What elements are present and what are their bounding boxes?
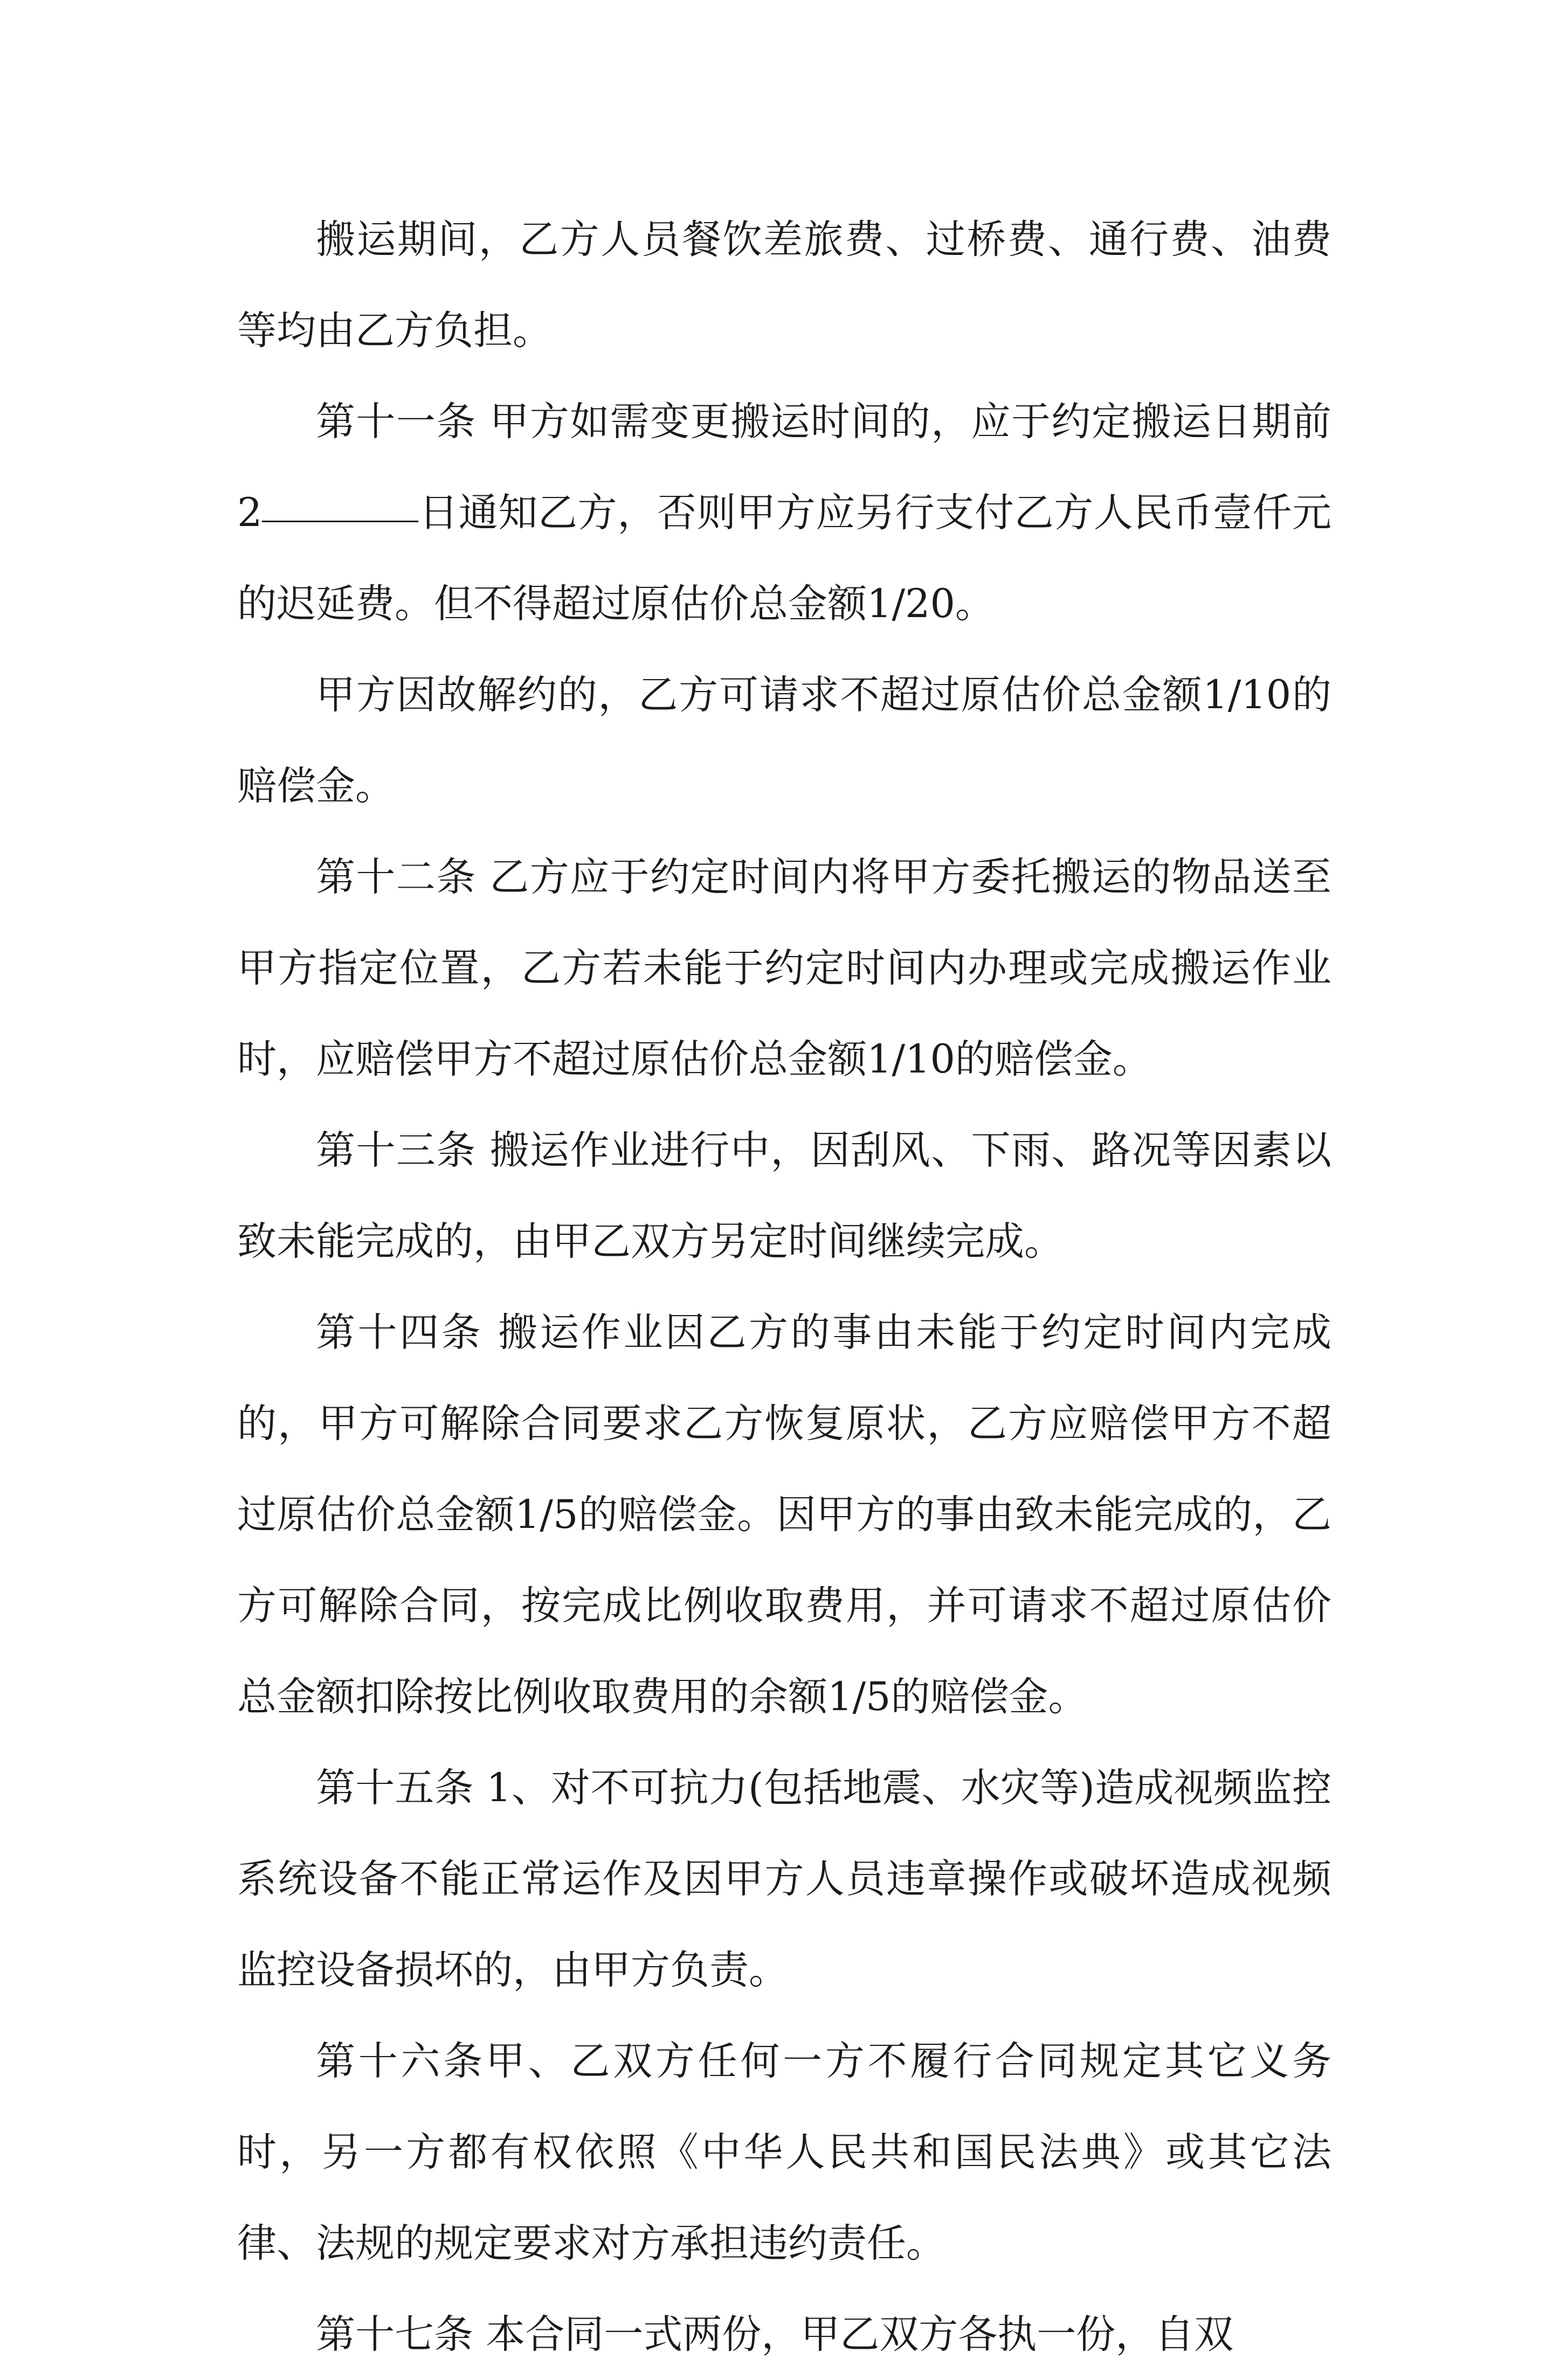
article-11-text-after: 日通知乙方，否则甲方应另行支付乙方人民币壹仟元的迟延费。但不得超过原估价总金额1/20。 xyxy=(237,490,1331,627)
paragraph-article-15: 第十五条 1、对不可抗力(包括地震、水灾等)造成视频监控系统设备不能正常运作及因甲方人员违章操作或破坏造成视频监控设备损坏的，由甲方负责。 xyxy=(237,1765,1331,1993)
article-11-text-before: 第十一条 甲方如需变更搬运时间的，应于约定搬运日期前 2 xyxy=(237,399,1331,536)
contract-body xyxy=(237,194,1331,2380)
fill-in-blank-days xyxy=(262,520,418,522)
paragraph-article-16: 第十六条甲、乙双方任何一方不履行合同规定其它义务时，另一方都有权依照《中华人民共和国民法典》或其它法律、法规的规定要求对方承担违约责任。 xyxy=(237,2038,1331,2266)
paragraph-article-12: 第十二条 乙方应于约定时间内将甲方委托搬运的物品送至甲方指定位置，乙方若未能于约定时间内办理或完成搬运作业时，应赔偿甲方不超过原估价总金额1/10的赔偿金。 xyxy=(237,854,1331,1082)
paragraph-article-17: 第十七条 本合同一式两份，甲乙双方各执一份，自双 xyxy=(316,2312,1234,2357)
paragraph-article-14: 第十四条 搬运作业因乙方的事由未能于约定时间内完成的，甲方可解除合同要求乙方恢复原状，乙方应赔偿甲方不超过原估价总金额1/5的赔偿金。因甲方的事由致未能完成的，乙方可解除合同，按完成比例收取费用，并可请求不超过原估价总金额扣除按比例收取费用的余额1/5的赔偿金。 xyxy=(237,1310,1331,1720)
paragraph-termination: 甲方因故解约的，乙方可请求不超过原估价总金额1/10的赔偿金。 xyxy=(237,672,1331,809)
paragraph-article-11 xyxy=(237,376,1331,649)
paragraph-travel-expenses: 搬运期间，乙方人员餐饮差旅费、过桥费、通行费、油费等均由乙方负担。 xyxy=(237,217,1331,354)
paragraph-article-13: 第十三条 搬运作业进行中，因刮风、下雨、路况等因素以致未能完成的，由甲乙双方另定时间继续完成。 xyxy=(237,1127,1331,1264)
